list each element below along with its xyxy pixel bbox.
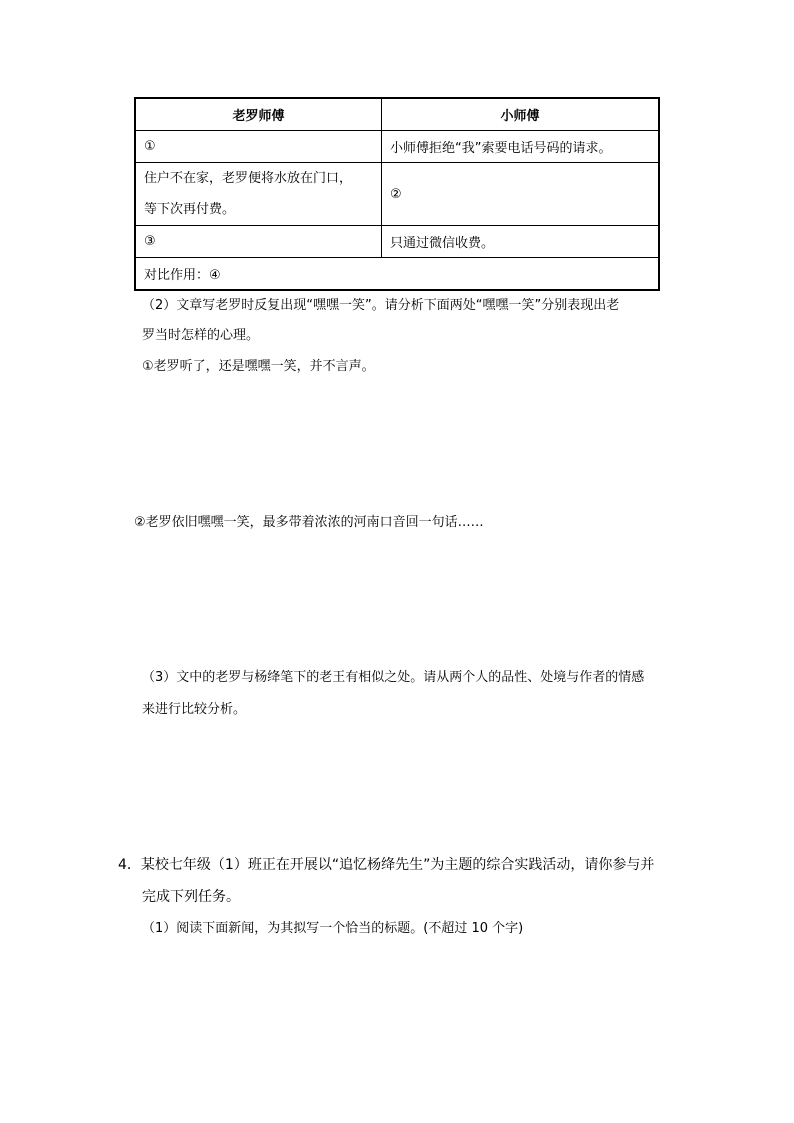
table-header-lao-luo: 老罗师傅 [135, 98, 382, 131]
question-3-line-2: 来进行比较分析。 [142, 702, 247, 717]
question-2-item-2: ②老罗依旧嘿嘿一笑，最多带着浓浓的河南口音回一句话…… [134, 515, 484, 530]
table-cell: 小师傅拒绝“我”索要电话号码的请求。 [382, 131, 659, 163]
table-cell-contrast: 对比作用：④ [135, 258, 659, 291]
question-3-line-1: （3）文中的老罗与杨绛笔下的老王有相似之处。请从两个人的品性、处境与作者的情感 [142, 670, 645, 685]
table-cell-blank-1: ① [135, 131, 382, 163]
question-2-item-1: ①老罗听了，还是嘿嘿一笑，并不言声。 [142, 359, 375, 374]
table-cell-line: 等下次再付费。 [144, 202, 236, 217]
question-2-line-2: 罗当时怎样的心理。 [142, 328, 260, 343]
table-row [135, 226, 659, 258]
question-4-sub-1: （1）阅读下面新闻，为其拟写一个恰当的标题。(不超过 10 个字) [142, 921, 524, 936]
table-row [135, 258, 659, 291]
table-cell-blank-3: ③ [135, 226, 382, 258]
table-cell [135, 163, 382, 226]
table-cell-line: 住户不在家，老罗便将水放在门口， [144, 171, 353, 186]
table-row [135, 131, 659, 163]
question-4-line-1: 4．某校七年级（1）班正在开展以“追忆杨绛先生”为主题的综合实践活动，请你参与并 [118, 857, 655, 873]
question-2-line-1: （2）文章写老罗时反复出现“嘿嘿一笑”。请分析下面两处“嘿嘿一笑”分别表现出老 [142, 298, 620, 313]
question-4-line-2: 完成下列任务。 [142, 889, 240, 905]
comparison-table [134, 97, 660, 291]
table-row [135, 163, 659, 226]
table-cell-blank-2: ② [382, 163, 659, 226]
table-header-xiao-shifu: 小师傅 [382, 98, 659, 131]
table-cell: 只通过微信收费。 [382, 226, 659, 258]
table-header-row [135, 98, 659, 131]
